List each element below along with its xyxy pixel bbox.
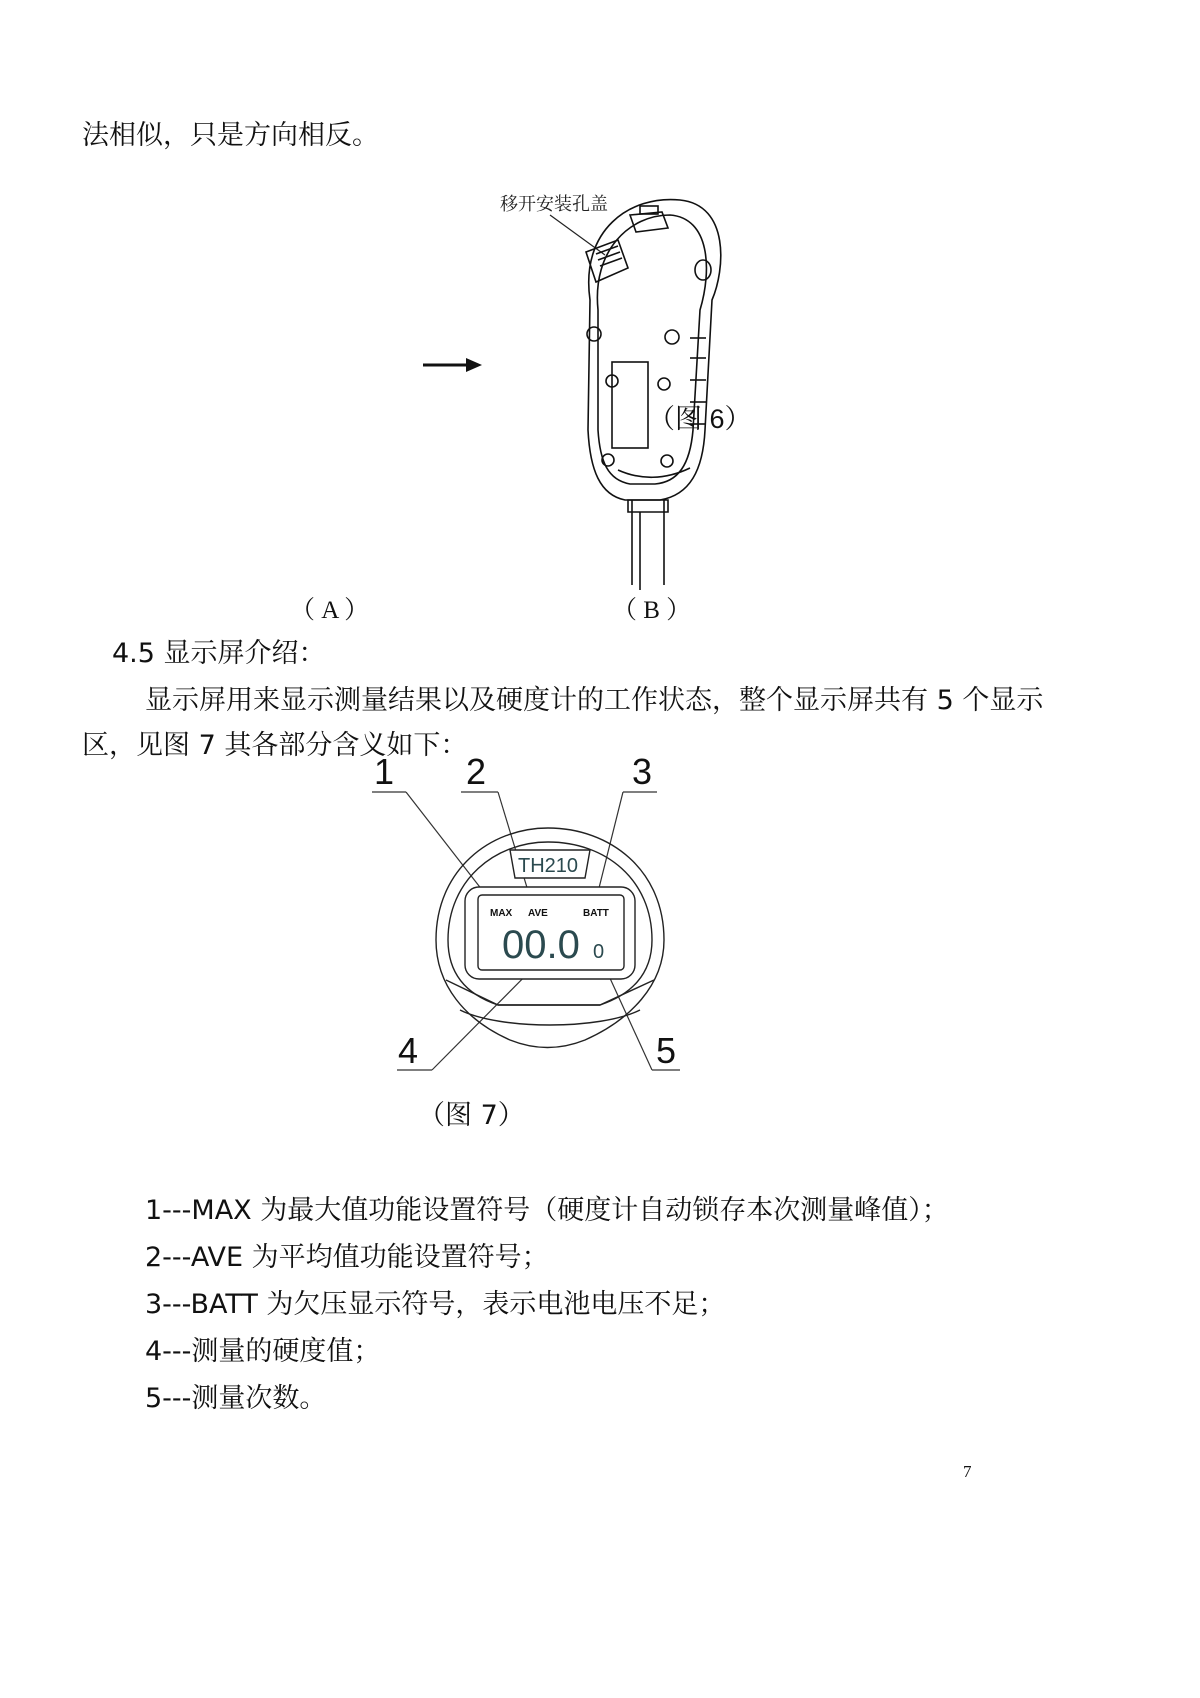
legend-item-5: 5---测量次数。 bbox=[145, 1383, 327, 1414]
figure-6 bbox=[400, 180, 820, 590]
section-paragraph-line1: 显示屏用来显示测量结果以及硬度计的工作状态，整个显示屏共有 5 个显示 bbox=[145, 685, 1044, 716]
legend-item-2: 2---AVE 为平均值功能设置符号； bbox=[145, 1242, 549, 1273]
lcd-value: 00.0 bbox=[502, 923, 580, 967]
lcd-count: 0 bbox=[593, 941, 605, 963]
lcd-ave: AVE bbox=[528, 908, 548, 919]
callout-2: 2 bbox=[466, 751, 487, 792]
lcd-max: MAX bbox=[490, 908, 513, 919]
model-label: TH210 bbox=[518, 855, 579, 877]
callout-5: 5 bbox=[656, 1030, 677, 1071]
arrow-icon bbox=[423, 358, 482, 372]
callout-3: 3 bbox=[632, 751, 653, 792]
legend-item-3: 3---BATT 为欠压显示符号，表示电池电压不足； bbox=[145, 1289, 726, 1320]
section-heading: 4.5 显示屏介绍： bbox=[112, 638, 326, 669]
lcd-batt: BATT bbox=[583, 908, 609, 919]
figure6-label-b: （ B ） bbox=[612, 597, 692, 624]
page-number: 7 bbox=[963, 1462, 972, 1481]
section-paragraph-line2: 区，见图 7 其各部分含义如下： bbox=[82, 730, 468, 761]
callout-1: 1 bbox=[374, 751, 395, 792]
figure6-callout: 移开安装孔盖 bbox=[500, 194, 608, 214]
intro-line: 法相似，只是方向相反。 bbox=[82, 120, 379, 151]
legend-item-1: 1---MAX 为最大值功能设置符号（硬度计自动锁存本次测量峰值）； bbox=[145, 1195, 949, 1226]
figure6-caption: （图 6） bbox=[648, 404, 752, 434]
figure-7 bbox=[370, 750, 700, 1080]
device-back-drawing bbox=[586, 200, 721, 590]
figure7-caption: （图 7） bbox=[418, 1100, 525, 1131]
callout-4: 4 bbox=[398, 1030, 419, 1071]
legend-item-4: 4---测量的硬度值； bbox=[145, 1336, 381, 1367]
figure6-label-a: （ A ） bbox=[290, 597, 370, 624]
